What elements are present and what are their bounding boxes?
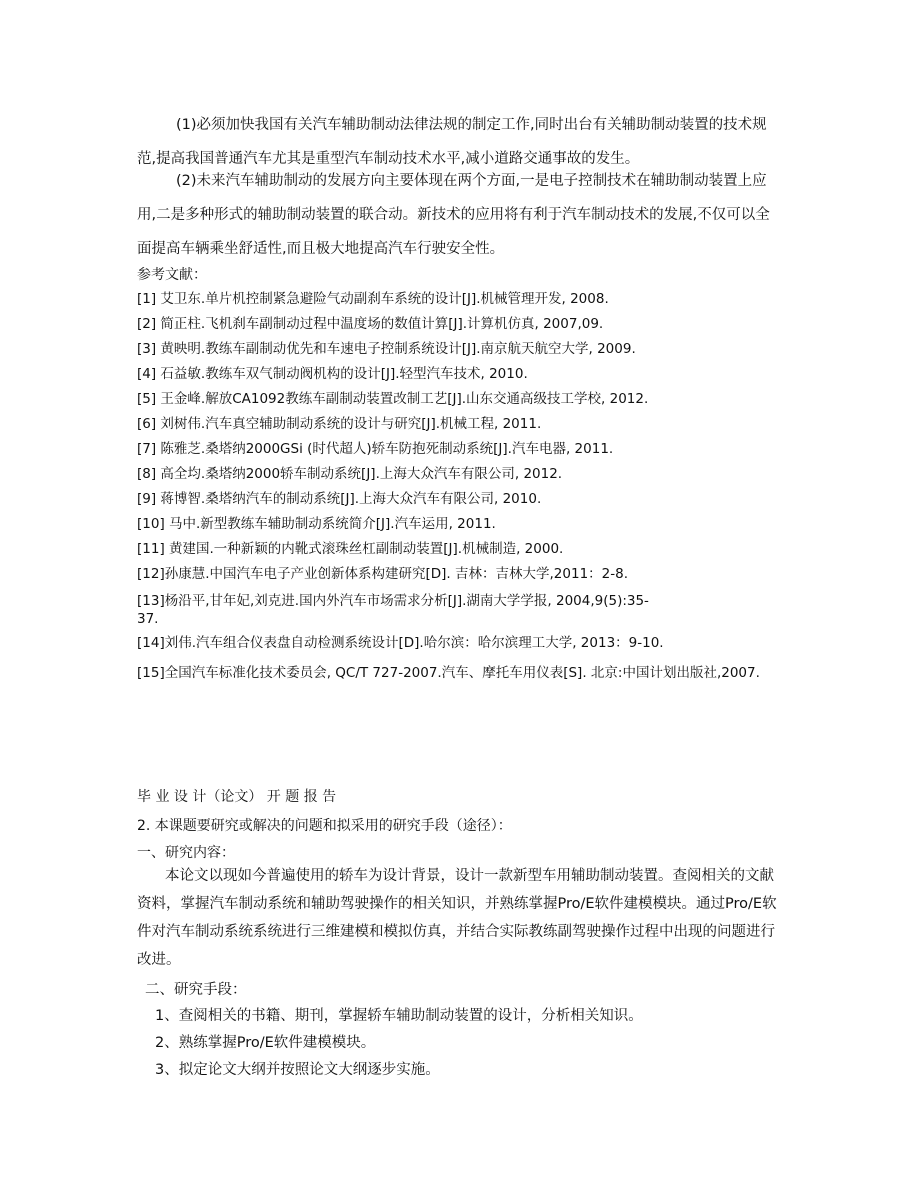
references-heading: 参考文献：: [137, 267, 207, 283]
reference-item: [14]刘伟.汽车组合仪表盘自动检测系统设计[D].哈尔滨：哈尔滨理工大学, 2013：9-10.: [137, 635, 664, 651]
report-question: 2. 本课题要研究或解决的问题和拟采用的研究手段（途径）：: [137, 818, 512, 834]
research-means-item: 1、查阅相关的书籍、期刊，掌握轿车辅助制动装置的设计，分析相关知识。: [155, 1008, 643, 1024]
report-title: 毕 业 设 计（论文） 开 题 报 告: [137, 789, 337, 805]
reference-item: [13]杨沿平,甘年妃,刘克进.国内外汽车市场需求分析[J].湖南大学学报, 2004,9(5):35-37.: [137, 593, 649, 627]
reference-item: [7] 陈雅芝.桑塔纳2000GSi (时代超人)轿车防抱死制动系统[J].汽车电器, 2011.: [137, 441, 614, 457]
research-content-text: 本论文以现如今普遍使用的轿车为设计背景，设计一款新型车用辅助制动装置。查阅相关的文献资料，掌握汽车制动系统和辅助驾驶操作的相关知识，并熟练掌握Pro/E软件建模模块。通过Pro/E软件对汽车制动系统系统进行三维建模和模拟仿真，并结合实际教练副驾驶操作过程中出现的问题进行改进。: [137, 868, 777, 968]
research-content-heading: 一、研究内容：: [137, 845, 235, 861]
reference-item: [15]全国汽车标准化技术委员会, QC/T 727-2007.汽车、摩托车用仪表[S]. 北京:中国计划出版社,2007.: [137, 665, 760, 681]
research-means-heading: 二、研究手段：: [145, 982, 247, 998]
research-content-body: [137, 862, 782, 974]
reference-item: [9] 蒋博智.桑塔纳汽车的制动系统[J].上海大众汽车有限公司, 2010.: [137, 491, 542, 507]
research-means-item: 2、熟练掌握Pro/E软件建模模块。: [155, 1035, 376, 1051]
reference-item: [11] 黄建国.一种新颖的内靴式滚珠丝杠副制动装置[J].机械制造, 2000.: [137, 541, 564, 557]
reference-item: [2] 简正柱.飞机刹车副制动过程中温度场的数值计算[J].计算机仿真, 2007,09.: [137, 316, 604, 332]
conclusion-text-2: (2)未来汽车辅助制动的发展方向主要体现在两个方面,一是电子控制技术在辅助制动装置上应用,二是多种形式的辅助制动装置的联合动。新技术的应用将有利于汽车制动技术的发展,不仅可以全面提高车辆乘坐舒适性,而且极大地提高汽车行驶安全性。: [137, 173, 770, 257]
reference-item: [8] 高全均.桑塔纳2000轿车制动系统[J].上海大众汽车有限公司, 2012.: [137, 466, 563, 482]
reference-item: [1] 艾卫东.单片机控制紧急避险气动副刹车系统的设计[J].机械管理开发, 2008.: [137, 291, 609, 307]
research-means-item: 3、拟定论文大纲并按照论文大纲逐步实施。: [155, 1062, 440, 1078]
reference-item: [5] 王金峰.解放CA1092教练车副制动装置改制工艺[J].山东交通高级技工学校, 2012.: [137, 391, 649, 407]
reference-item: [10] 马中.新型教练车辅助制动系统简介[J].汽车运用, 2011.: [137, 516, 496, 532]
reference-item: [6] 刘树伟.汽车真空辅助制动系统的设计与研究[J].机械工程, 2011.: [137, 416, 542, 432]
conclusion-text-1: (1)必须加快我国有关汽车辅助制动法律法规的制定工作,同时出台有关辅助制动装置的技术规范,提高我国普通汽车尤其是重型汽车制动技术水平,减小道路交通事故的发生。: [137, 117, 767, 167]
reference-item: [4] 石益敏.教练车双气制动阀机构的设计[J].轻型汽车技术, 2010.: [137, 366, 528, 382]
reference-item: [12]孙康慧.中国汽车电子产业创新体系构建研究[D]. 吉林：吉林大学,2011：2-8.: [137, 566, 629, 582]
reference-item: [3] 黄映明.教练车副制动优先和车速电子控制系统设计[J].南京航天航空大学, 2009.: [137, 341, 636, 357]
reference-list: [137, 292, 787, 693]
conclusion-paragraph-2: [137, 164, 782, 266]
